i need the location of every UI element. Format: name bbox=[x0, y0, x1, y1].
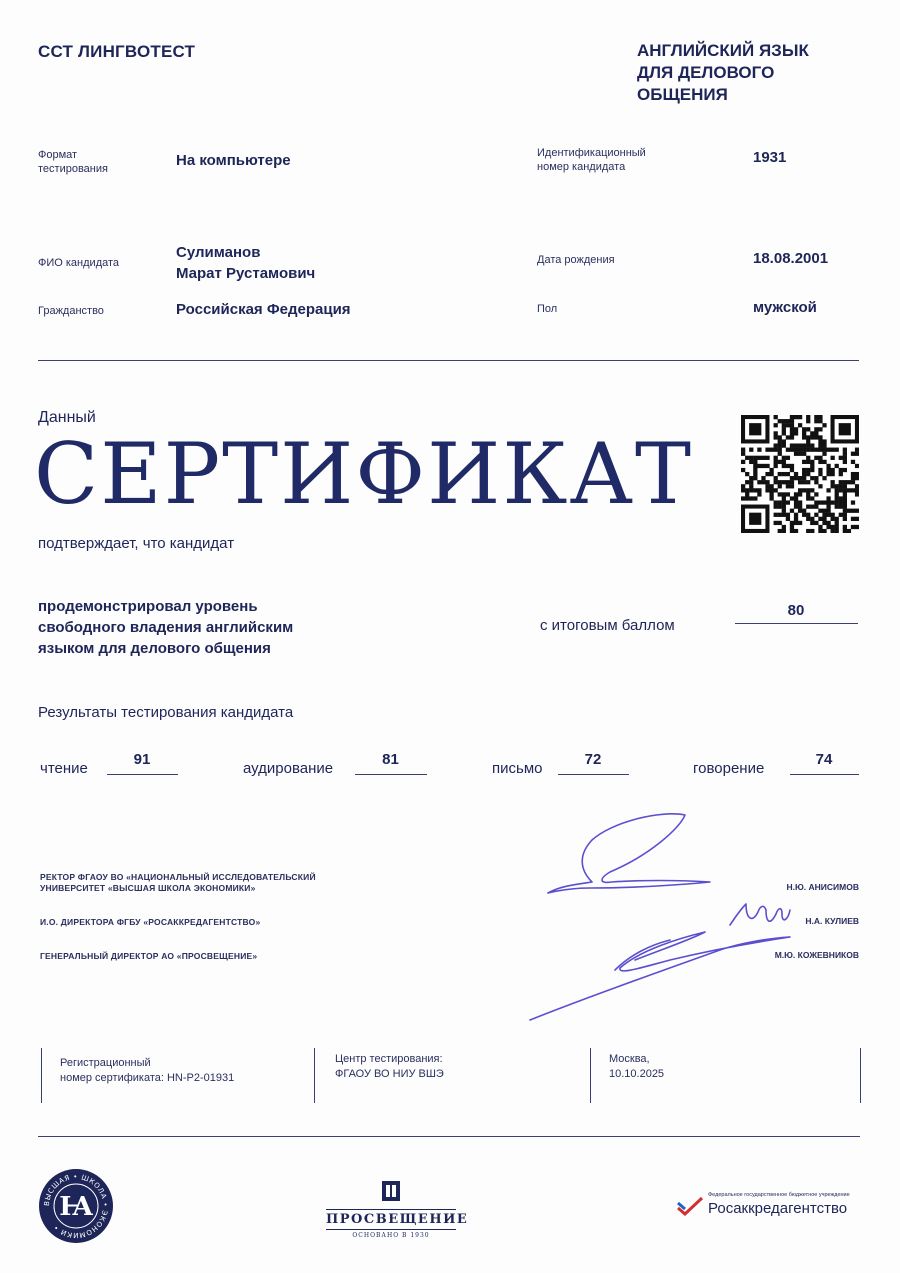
rosakkred-role: И.О. ДИРЕКТОРА ФГБУ «РОСАККРЕДАГЕНТСТВО» bbox=[40, 917, 261, 927]
signatures-ink bbox=[520, 800, 820, 1030]
format-label bbox=[38, 148, 108, 176]
reading-label: чтение bbox=[40, 760, 88, 777]
demonstrated-line-1: продемонстрировал уровень bbox=[38, 598, 258, 615]
hse-monogram-icon: Ꙗ bbox=[59, 1192, 93, 1222]
hse-logo bbox=[38, 1168, 114, 1244]
registration-line-2: номер сертификата: HN-P2-01931 bbox=[60, 1072, 235, 1084]
registration-number bbox=[60, 1056, 234, 1086]
speaking-label: говорение bbox=[693, 760, 765, 777]
name-value-line-1: Сулиманов bbox=[176, 244, 261, 261]
listening-underline bbox=[355, 774, 427, 775]
certificate-intro: Данный bbox=[38, 409, 96, 426]
prosv-role: ГЕНЕРАЛЬНЫЙ ДИРЕКТОР АО «ПРОСВЕЩЕНИЕ» bbox=[40, 951, 258, 961]
exam-title bbox=[637, 40, 867, 106]
demonstrated-text bbox=[38, 596, 358, 659]
exam-title-line-2: ДЛЯ ДЕЛОВОГО bbox=[637, 63, 775, 82]
id-value: 1931 bbox=[753, 149, 787, 166]
speaking-score: 74 bbox=[815, 751, 833, 768]
exam-title-line-3: ОБЩЕНИЯ bbox=[637, 85, 728, 104]
format-label-line-2: тестирования bbox=[38, 163, 108, 175]
rosakkred-tagline: Федеральное государственное бюджетное учреждение bbox=[708, 1192, 850, 1198]
issue-date: 10.10.2025 bbox=[609, 1068, 665, 1080]
sex-value: мужской bbox=[753, 299, 817, 316]
results-title: Результаты тестирования кандидата bbox=[38, 704, 294, 721]
score-underline bbox=[735, 623, 858, 624]
reading-score: 91 bbox=[133, 751, 151, 768]
birth-label: Дата рождения bbox=[537, 254, 615, 266]
rector-role-line-2: УНИВЕРСИТЕТ «ВЫСШАЯ ШКОЛА ЭКОНОМИКИ» bbox=[40, 883, 256, 893]
footer-rule bbox=[38, 1136, 860, 1137]
format-value: На компьютере bbox=[176, 152, 291, 169]
hse-ring-text: ВЫСШАЯ • ШКОЛА • ЭКОНОМИКИ • bbox=[42, 1172, 110, 1240]
test-center bbox=[335, 1052, 444, 1082]
birth-value: 18.08.2001 bbox=[753, 250, 829, 267]
prosv-logo-line-top bbox=[326, 1209, 456, 1210]
demonstrated-line-3: языком для делового общения bbox=[38, 640, 271, 657]
certificate-confirms: подтверждает, что кандидат bbox=[38, 535, 235, 552]
footer-divider-3 bbox=[590, 1048, 591, 1103]
speaking-underline bbox=[790, 774, 859, 775]
footer-divider-2 bbox=[314, 1048, 315, 1103]
prosv-logo bbox=[326, 1180, 469, 1239]
rector-role bbox=[40, 872, 316, 894]
id-label bbox=[537, 146, 646, 174]
registration-line-1: Регистрационный bbox=[60, 1057, 151, 1069]
prosv-logo-name: ПРОСВЕЩЕНИЕ bbox=[326, 1212, 469, 1227]
name-label: ФИО кандидата bbox=[38, 257, 120, 269]
rosakkred-name-text: Росаккредагентство bbox=[708, 1200, 848, 1217]
prosv-name: М.Ю. КОЖЕВНИКОВ bbox=[774, 950, 859, 960]
rector-role-line-1: РЕКТОР ФГАОУ ВО «НАЦИОНАЛЬНЫЙ ИССЛЕДОВАТЕЛЬСКИЙ bbox=[40, 872, 316, 882]
rosakkred-checkmark-icon bbox=[676, 1196, 704, 1216]
rosakkred-name: Н.А. КУЛИЕВ bbox=[805, 916, 859, 926]
test-center-line-1: Центр тестирования: bbox=[335, 1053, 443, 1065]
rector-name: Н.Ю. АНИСИМОВ bbox=[786, 882, 859, 892]
header-divider bbox=[38, 360, 859, 361]
score-value: 80 bbox=[787, 602, 805, 619]
sex-label: Пол bbox=[537, 303, 558, 315]
signature-kozhevnikov bbox=[530, 932, 790, 1020]
name-value-line-2: Марат Рустамович bbox=[176, 265, 316, 282]
listening-label: аудирование bbox=[243, 760, 334, 777]
issue-place: Москва, bbox=[609, 1053, 650, 1065]
id-label-line-2: номер кандидата bbox=[537, 161, 626, 173]
score-label: с итоговым баллом bbox=[540, 617, 675, 634]
footer-divider-1 bbox=[41, 1048, 42, 1103]
qr-code bbox=[741, 415, 859, 533]
prosv-logo-line-bottom bbox=[326, 1229, 456, 1230]
writing-underline bbox=[558, 774, 629, 775]
prosv-logo-tagline: ОСНОВАНО В 1930 bbox=[352, 1232, 430, 1239]
brand-title: ССТ ЛИНГВОТЕСТ bbox=[38, 42, 196, 61]
citizenship-value: Российская Федерация bbox=[176, 301, 351, 318]
signature-kuliev bbox=[730, 904, 790, 925]
writing-score: 72 bbox=[584, 751, 602, 768]
exam-title-line-1: АНГЛИЙСКИЙ ЯЗЫК bbox=[637, 41, 809, 60]
signature-anisimov bbox=[548, 814, 710, 893]
listening-score: 81 bbox=[382, 751, 399, 768]
reading-underline bbox=[107, 774, 178, 775]
issue-place-date bbox=[609, 1052, 664, 1082]
format-label-line-1: Формат bbox=[38, 149, 78, 161]
demonstrated-line-2: свободного владения английским bbox=[38, 619, 294, 636]
id-label-line-1: Идентификационный bbox=[537, 147, 646, 159]
name-value bbox=[176, 242, 315, 284]
writing-label: письмо bbox=[492, 760, 543, 777]
test-center-line-2: ФГАОУ ВО НИУ ВШЭ bbox=[335, 1068, 444, 1080]
certificate-title: СЕРТИФИКАТ bbox=[34, 425, 694, 523]
citizenship-label: Гражданство bbox=[38, 305, 104, 317]
footer-divider-4 bbox=[860, 1048, 861, 1103]
prosv-emblem-icon bbox=[381, 1180, 401, 1202]
